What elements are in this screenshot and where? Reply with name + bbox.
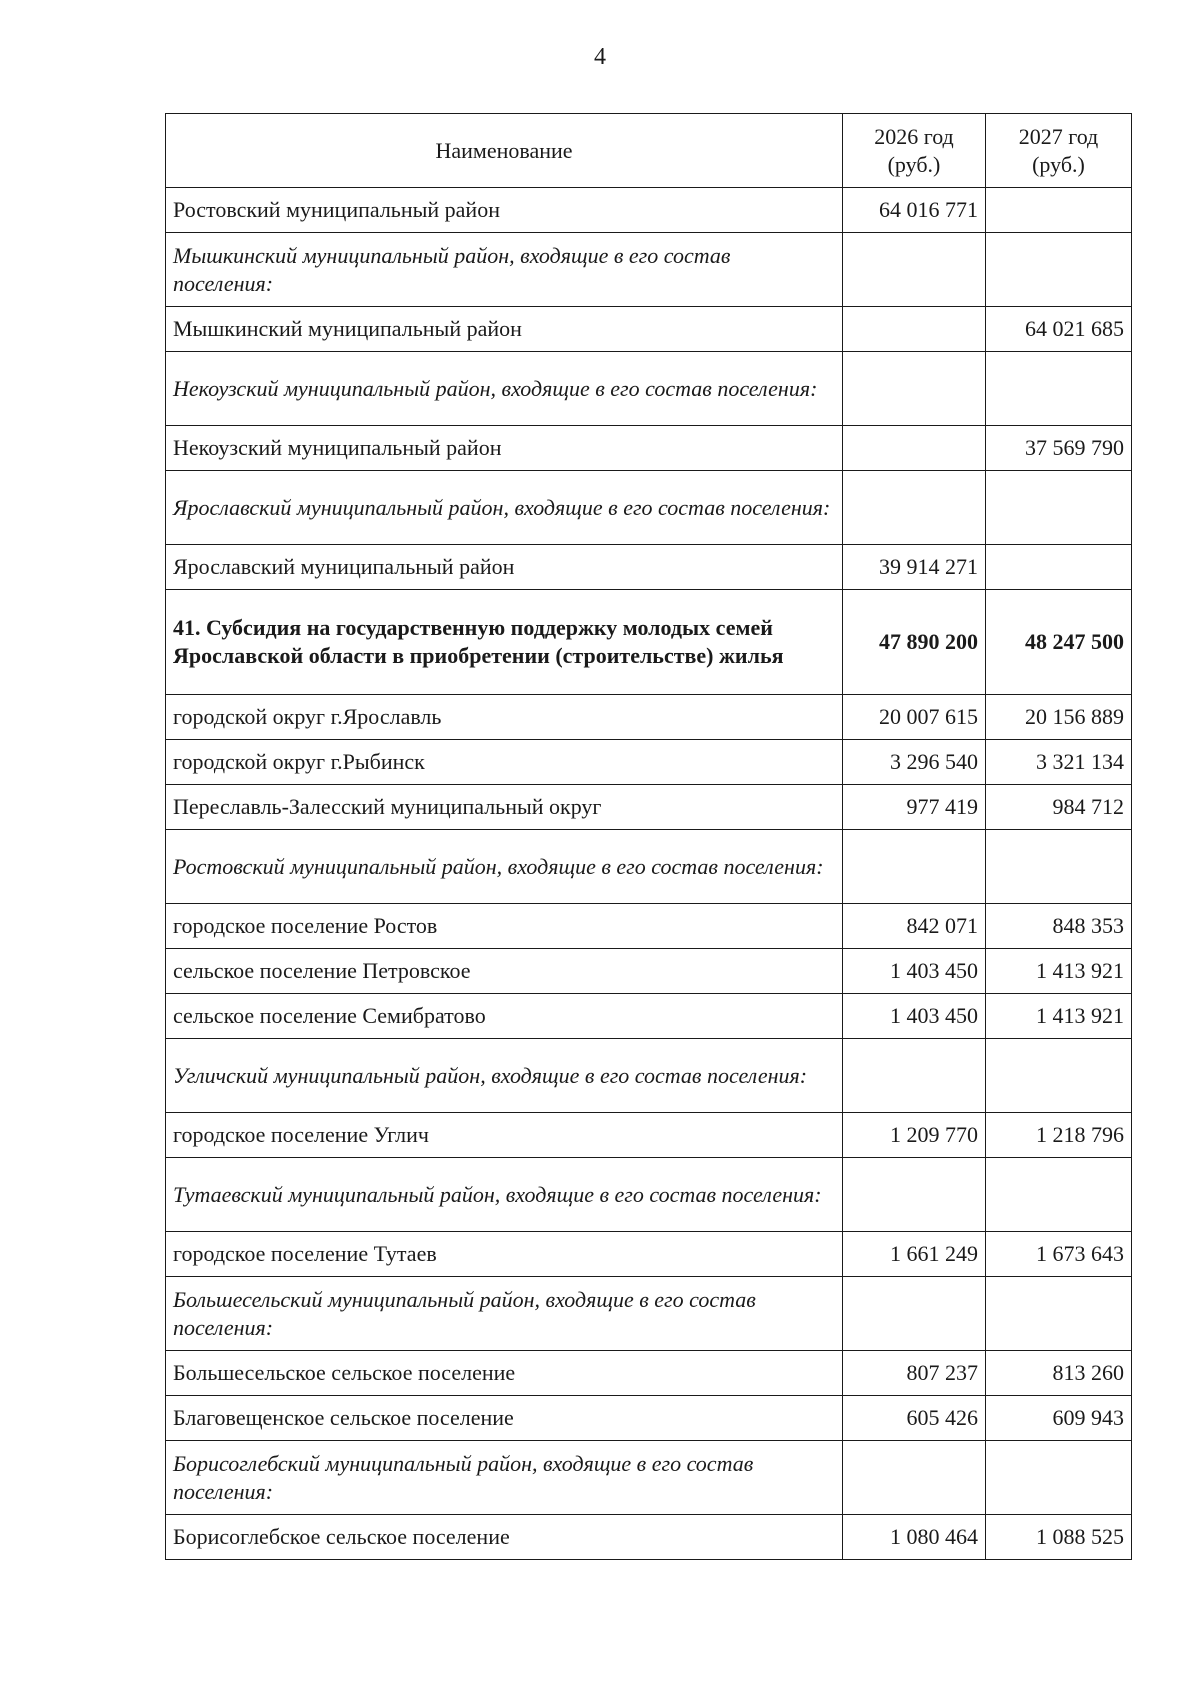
header-2027	[986, 114, 1132, 188]
table-row	[166, 785, 1132, 830]
row-2026: 20 007 615	[843, 695, 986, 740]
table-row	[166, 740, 1132, 785]
row-2027: 1 088 525	[986, 1515, 1132, 1560]
table-row	[166, 994, 1132, 1039]
row-2027	[986, 233, 1132, 307]
row-name: Мышкинский муниципальный район, входящие в его состав поселения:	[166, 233, 843, 307]
row-2026: 1 661 249	[843, 1232, 986, 1277]
table-row	[166, 352, 1132, 426]
row-2027	[986, 1441, 1132, 1515]
row-name: Ярославский муниципальный район, входящие в его состав поселения:	[166, 471, 843, 545]
row-2027	[986, 1158, 1132, 1232]
row-2026: 1 080 464	[843, 1515, 986, 1560]
row-name: Ярославский муниципальный район	[166, 545, 843, 590]
table-row	[166, 1232, 1132, 1277]
table-row	[166, 830, 1132, 904]
header-name-label: Наименование	[435, 137, 573, 163]
row-2026: 977 419	[843, 785, 986, 830]
row-name: городской округ г.Ярославль	[166, 695, 843, 740]
row-2027: 1 218 796	[986, 1113, 1132, 1158]
header-2026-year: 2026 год	[874, 123, 954, 149]
header-2026-unit: (руб.)	[887, 151, 941, 177]
row-name: Мышкинский муниципальный район	[166, 307, 843, 352]
row-2026	[843, 471, 986, 545]
table-row	[166, 188, 1132, 233]
row-2026	[843, 233, 986, 307]
row-2026: 605 426	[843, 1396, 986, 1441]
row-name: городское поселение Ростов	[166, 904, 843, 949]
header-2027-unit: (руб.)	[1032, 151, 1085, 177]
row-2027	[986, 471, 1132, 545]
row-name: сельское поселение Семибратово	[166, 994, 843, 1039]
table-row	[166, 1515, 1132, 1560]
table-row	[166, 695, 1132, 740]
table-row	[166, 1396, 1132, 1441]
row-2027: 813 260	[986, 1351, 1132, 1396]
table-row	[166, 1351, 1132, 1396]
row-2026: 64 016 771	[843, 188, 986, 233]
page-number: 4	[594, 44, 606, 70]
table-row	[166, 307, 1132, 352]
row-name: Тутаевский муниципальный район, входящие в его состав поселения:	[166, 1158, 843, 1232]
row-name: Большесельское сельское поселение	[166, 1351, 843, 1396]
row-2026	[843, 1441, 986, 1515]
row-name: Некоузский муниципальный район	[166, 426, 843, 471]
row-2026: 47 890 200	[843, 590, 986, 695]
row-2026: 1 209 770	[843, 1113, 986, 1158]
subsidy-row	[166, 590, 1132, 695]
row-2027: 984 712	[986, 785, 1132, 830]
row-2026	[843, 352, 986, 426]
header-2026	[843, 114, 986, 188]
table-row	[166, 426, 1132, 471]
row-2027: 20 156 889	[986, 695, 1132, 740]
row-2027: 1 413 921	[986, 949, 1132, 994]
row-name: городское поселение Тутаев	[166, 1232, 843, 1277]
row-2026: 39 914 271	[843, 545, 986, 590]
row-2027: 37 569 790	[986, 426, 1132, 471]
row-name: Борисоглебское сельское поселение	[166, 1515, 843, 1560]
row-2026	[843, 307, 986, 352]
row-2027: 1 413 921	[986, 994, 1132, 1039]
row-2027	[986, 830, 1132, 904]
row-name: Большесельский муниципальный район, входящие в его состав поселения:	[166, 1277, 843, 1351]
row-name: Угличский муниципальный район, входящие в его состав поселения:	[166, 1039, 843, 1113]
row-2026: 3 296 540	[843, 740, 986, 785]
row-2027: 3 321 134	[986, 740, 1132, 785]
row-2027: 64 021 685	[986, 307, 1132, 352]
row-2026	[843, 830, 986, 904]
budget-table	[165, 113, 1132, 1560]
row-2027: 48 247 500	[986, 590, 1132, 695]
row-2027: 609 943	[986, 1396, 1132, 1441]
table-row	[166, 1277, 1132, 1351]
row-2026	[843, 1277, 986, 1351]
row-2027	[986, 1277, 1132, 1351]
table-row	[166, 471, 1132, 545]
row-2027	[986, 352, 1132, 426]
table-row	[166, 233, 1132, 307]
row-name: Некоузский муниципальный район, входящие в его состав поселения:	[166, 352, 843, 426]
row-2026: 807 237	[843, 1351, 986, 1396]
row-2027: 1 673 643	[986, 1232, 1132, 1277]
table-row	[166, 1113, 1132, 1158]
row-2026: 842 071	[843, 904, 986, 949]
header-2027-year: 2027 год	[1018, 123, 1099, 149]
header-name	[166, 114, 843, 188]
row-2026	[843, 1158, 986, 1232]
table-row	[166, 1441, 1132, 1515]
row-2026: 1 403 450	[843, 994, 986, 1039]
row-2026	[843, 426, 986, 471]
row-2027	[986, 1039, 1132, 1113]
table-row	[166, 1158, 1132, 1232]
row-2027	[986, 545, 1132, 590]
row-name: Ростовский муниципальный район	[166, 188, 843, 233]
row-name: Переславль-Залесский муниципальный округ	[166, 785, 843, 830]
table-row	[166, 904, 1132, 949]
row-2026	[843, 1039, 986, 1113]
row-name: Борисоглебский муниципальный район, входящие в его состав поселения:	[166, 1441, 843, 1515]
row-name: городское поселение Углич	[166, 1113, 843, 1158]
row-2027: 848 353	[986, 904, 1132, 949]
row-name: Ростовский муниципальный район, входящие в его состав поселения:	[166, 830, 843, 904]
row-2027	[986, 188, 1132, 233]
table-header-row	[166, 114, 1132, 188]
row-2026: 1 403 450	[843, 949, 986, 994]
table-row	[166, 949, 1132, 994]
row-name: городской округ г.Рыбинск	[166, 740, 843, 785]
row-name: Благовещенское сельское поселение	[166, 1396, 843, 1441]
table-row	[166, 1039, 1132, 1113]
row-name: сельское поселение Петровское	[166, 949, 843, 994]
table-row	[166, 545, 1132, 590]
row-name: 41. Субсидия на государственную поддержку молодых семей Ярославской области в приобретении (строительстве) жилья	[166, 590, 843, 695]
